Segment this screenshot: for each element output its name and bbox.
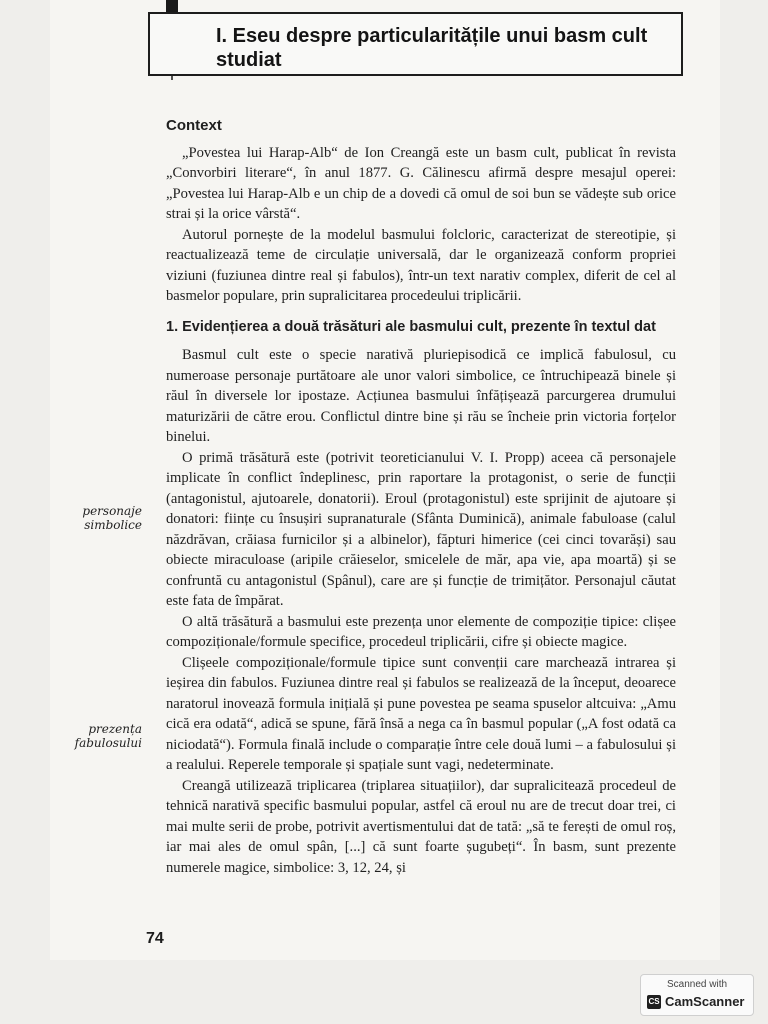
- paragraph-3: Basmul cult este o specie narativă pluriepisodică ce implică fabulosul, cu numeroase personaje purtătoare ale unor valori simbolice, ce întruchipează binele și răul în diversele lor ipostaze. Acțiunea basmului înfățișează parcurgerea drumului maturizării de către erou. Conflictul dintre bine și rău se încheie prin victoria forțelor binelui.: [166, 347, 676, 445]
- camscanner-watermark: [640, 974, 754, 1016]
- paragraph-7: Creangă utilizează triplicarea (triplarea situațiilor), dar supralicitează procedeul de tehnică narativă specific basmului popular, astfel că eroul nu are de trecut doar trei, ci mai multe serii de probe, potrivit avertismentului dat de tată: „să te ferești de omul roș, iar mai ales de omul spân, [...] că sunt foarte șugubeți“. În basm, sunt prezente numerele magice, simbolice: 3, 12, 24, și: [166, 777, 676, 876]
- paragraph-5: O altă trăsătură a basmului este prezența unor elemente de compoziție tipice: clișee compoziționale/formule specifice, procedeul triplicării, cifre și obiecte magice.: [166, 613, 676, 650]
- page-number: 74: [146, 930, 164, 947]
- context-heading: Context: [166, 117, 222, 134]
- paragraph-2: Autorul pornește de la modelul basmului folcloric, caracterizat de stereotipie, și reactualizează teme de circulație universală, dar le organizează conform propriei viziuni (fuziunea dintre real și fabulos), într-un text narativ complex, diferit de cel al basmelor populare, prin supralicitarea procedeului triplicării.: [166, 226, 676, 304]
- title-box: [148, 12, 683, 76]
- camscanner-logo-icon: CS: [647, 995, 661, 1009]
- margin-note-symbolic-characters: personaje simbolice: [82, 504, 142, 532]
- margin-note-fabulous: prezența fabulosului: [74, 722, 142, 750]
- scanner-brand: CamScanner: [665, 994, 745, 1009]
- section-heading: 1. Evidențierea a două trăsături ale basmului cult, prezente în textul dat: [166, 318, 656, 335]
- paragraph-6: Clișeele compoziționale/formule tipice sunt convenții care marchează intrarea și ieșirea din fabulos. Fuziunea dintre real și fabulos se realizează de la început, deoarece naratorul inovează formula inițială și pune povestea pe seama spuselor altcuiva: „Amu cică era odată“, adică se spune, fără însă a nega ca în basmul popular („A fost odată ca niciodată“). Formula finală include o comparație între cele două lumi – a fabulosului și a realului. Reperele temporale și spațiale sunt vagi, nedeterminate.: [166, 654, 676, 773]
- main-text: [166, 110, 676, 878]
- paragraph-1: „Povestea lui Harap-Alb“ de Ion Creangă este un basm cult, publicat în revista „Convorbiri literare“, în anul 1877. G. Călinescu afirmă despre mesajul operei: „Povestea lui Harap-Alb e un chip de a dovedi că omul de soi bun se vădește sub orice strai și la orice vârstă“.: [166, 144, 676, 222]
- scanner-caption: Scanned with: [667, 979, 728, 990]
- paragraph-4: O primă trăsătură este (potrivit teoreticianului V. I. Propp) aceea că personajele implicate în conflict îndeplinesc, prin raportare la protagonist, o serie de funcții (antagonistul, ajutoarele, donatorii). Eroul (protagonistul) este sprijinit de ajutoare și donatori: ființe cu însușiri supranaturale (Sfânta Duminică), animale fabuloase (calul năzdrăvan, crăiasa furnicilor și a albinelor), făpturi himerice (cei cinci tovarăși) sau obiecte miraculoase (aripile crăieselor, smicelele de măr, apa vie, apa moartă) și se confruntă cu antagonistul (Spânul), care are și funcție de trimițător. Personajul căutat este fata de împărat.: [166, 449, 676, 609]
- page-title: I. Eseu despre particularitățile unui basm cult studiat: [216, 25, 648, 71]
